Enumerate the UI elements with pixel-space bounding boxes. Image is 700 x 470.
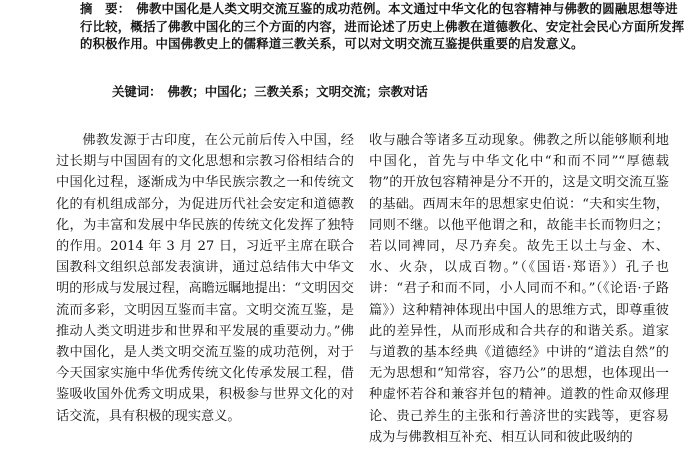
keywords-text: 佛教；中国化；三教关系；文明交流；宗教对话	[167, 84, 428, 99]
abstract-block	[80, 0, 690, 53]
keywords-line	[112, 82, 428, 100]
abstract-text: 佛教中国化是人类文明交流互鉴的成功范例。本文通过中华文化的包容精神与佛教的圆融思想等进行比较，概括了佛教中国化的三个方面的内容，进而论述了历史上佛教在道德教化、安定社会民心方面所发挥的积极作用。中国佛教史上的儒释道三教关系，可以对文明交流互鉴提供重要的启发意义。	[80, 1, 685, 52]
body-paragraph-left: 佛教发源于古印度，在公元前后传入中国，经过长期与中国固有的文化思想和宗教习俗相结合的中国化过程，逐渐成为中华民族宗教之一和传统文化的有机组成部分，为促进历代社会安定和道德教化，为丰富和发展中华民族的传统文化发挥了独特的作用。2014 年 3 月 27 日，习近平主席在联合国教科文组织总部发表演讲，通过总结伟大中华文明的形成与发展过程，高瞻远瞩地提出：“文明因交流而多彩，文明因互鉴而丰富。文明交流互鉴，是推动人类文明进步和世界和平发展的重要动力。”佛教中国化，是人类文明交流互鉴的成功范例，对于今天国家实施中华优秀传统文化传承发展工程，借鉴吸收国外优秀文明成果，积极参与世界文化的对话交流，具有积极的现实意义。	[56, 133, 354, 424]
keywords-label: 关键词：	[112, 84, 162, 99]
body-paragraph-right: 收与融合等诸多互动现象。佛教之所以能够顺利地中国化，首先与中华文化中“和而不同”“厚德载物”的开放包容精神是分不开的，这是文明交流互鉴的基础。西周末年的思想家史伯说：“夫和实生物，同则不继。以他平他谓之和，故能丰长而物归之；若以同裨同，尽乃弃矣。故先王以土与金、木、水、火杂，以成百物。”（《国语·郑语》）孔子也讲：“君子和而不同，小人同而不和。”（《论语·子路篇》）这种精神体现出中国人的思维方式，即尊重彼此的差异性，从而形成和合共存的和谐关系。道家与道教的基本经典《道德经》中讲的“道法自然”的无为思想和“知常容，容乃公”的思想，也体现出一种虚怀若谷和兼容并包的精神。道教的性命双修理论、贵己养生的主张和行善济世的实践等，更容易成为与佛教相互补充、相互认同和彼此吸纳的	[369, 133, 669, 445]
abstract-label: 摘 要：	[80, 1, 131, 16]
body-column-left	[56, 130, 354, 427]
body-column-right	[369, 130, 669, 448]
